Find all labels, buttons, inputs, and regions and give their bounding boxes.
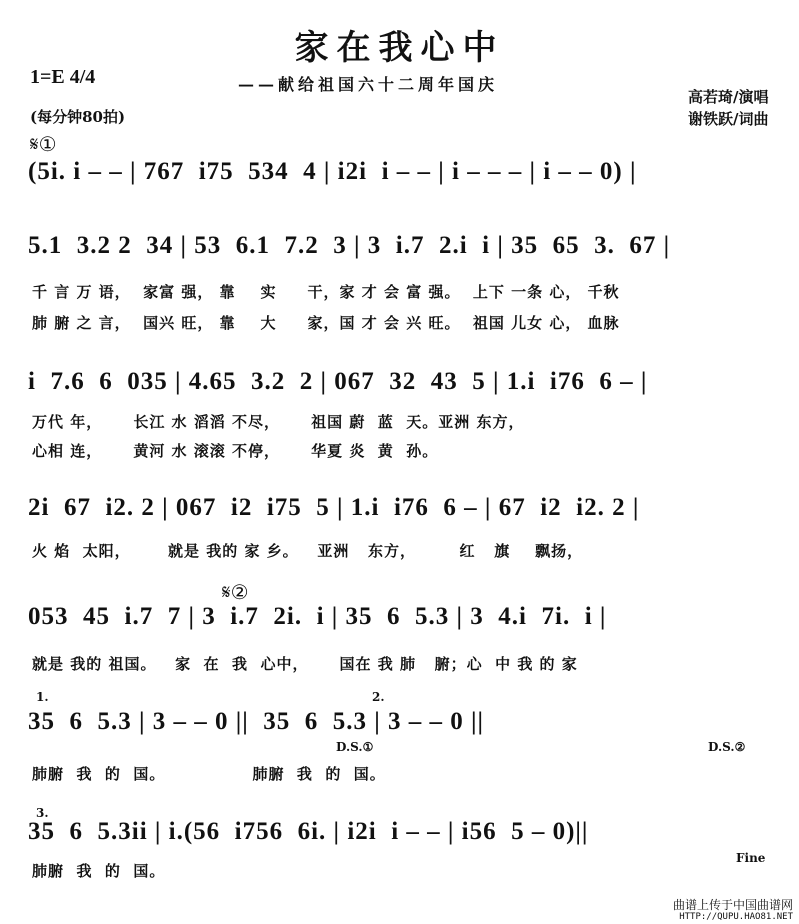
ending-2-label: 2.: [372, 690, 385, 704]
segno-mark-1: 𝄋①: [30, 132, 57, 156]
lyric-verse-1: 万代 年， 长江 水 滔滔 不尽， 祖国 蔚 蓝 天。亚洲 东方，: [32, 413, 525, 431]
song-title: 家在我心中: [294, 28, 505, 68]
notation-row-6: 35 6 5.3 | 3 – – 0 || 35 6 5.3 | 3 – – 0 ||: [28, 708, 485, 735]
lyric-verse-2: 肺 腑 之 言， 国兴 旺， 靠 大 家，国 才 会 兴 旺。 祖国 儿女 心， 血脉: [32, 314, 620, 332]
watermark-site-name: 曲谱上传于中国曲谱网: [672, 898, 793, 912]
ending-3-label: 3.: [36, 806, 49, 820]
ending-1-label: 1.: [36, 690, 49, 704]
segno-mark-2: 𝄋②: [222, 580, 249, 604]
lyric-line: 肺腑 我 的 国。 肺腑 我 的 国。: [32, 765, 386, 783]
lyric-line: 火 焰 太阳， 就是 我的 家 乡。 亚洲 东方， 红 旗 飘扬，: [32, 542, 584, 560]
lyric-line: 肺腑 我 的 国。: [32, 862, 166, 880]
notation-row-7: 35 6 5.3ii | i.(56 i756 6i. | i2i i – – | i56 5 – 0)||: [28, 818, 589, 845]
ds-mark-1: D.S.①: [336, 740, 374, 754]
singer-credit: 高若琦/演唱: [688, 88, 769, 106]
lyric-line: 就是 我的 祖国。 家 在 我 心中， 国在 我 肺 腑；心 中 我 的 家: [32, 655, 578, 673]
lyric-verse-2: 心相 连， 黄河 水 滚滚 不停， 华夏 炎 黄 孙。: [32, 442, 439, 460]
lyric-verse-1: 千 言 万 语， 家富 强， 靠 实 干，家 才 会 富 强。 上下 一条 心， 千秋: [32, 283, 620, 301]
notation-row-2: 5.1 3.2 2 34 | 53 6.1 7.2 3 | 3 i.7 2.i i | 35 65 3. 67 |: [28, 232, 671, 259]
composer-credit: 谢铁跃/词曲: [688, 110, 769, 128]
fine-mark: Fine: [736, 851, 766, 865]
watermark-url: HTTP://QUPU.HAO81.NET: [679, 912, 793, 922]
notation-row-5: 053 45 i.7 7 | 3 i.7 2i. i | 35 6 5.3 | 3 4.i 7i. i |: [28, 603, 607, 630]
subtitle: ——献给祖国六十二周年国庆: [238, 75, 499, 94]
notation-row-3: i 7.6 6 035 | 4.65 3.2 2 | 067 32 43 5 | 1.i i76 6 – |: [28, 368, 648, 395]
notation-row-4: 2i 67 i2. 2 | 067 i2 i75 5 | 1.i i76 6 – | 67 i2 i2. 2 |: [28, 494, 640, 521]
key-signature: 1=E 4/4: [30, 66, 96, 88]
ds-mark-2: D.S.②: [708, 740, 746, 754]
notation-row-1: (5i. i – – | 767 i75 534 4 | i2i i – – | i – – – | i – – 0) |: [28, 158, 637, 185]
tempo: (每分钟80拍): [30, 108, 126, 126]
